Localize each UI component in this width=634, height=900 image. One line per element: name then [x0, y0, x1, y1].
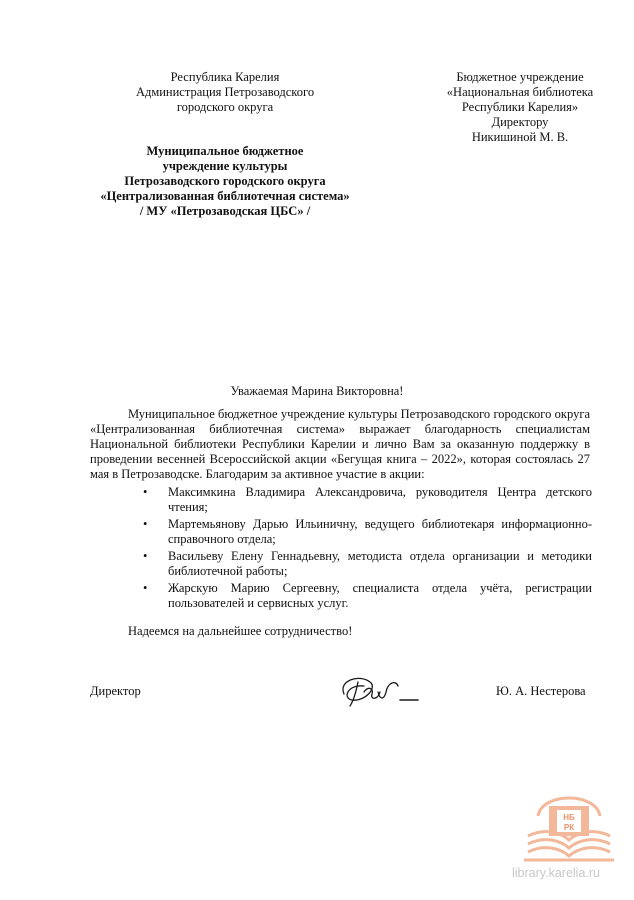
bullet-icon: • — [143, 581, 148, 595]
watermark-url: library.karelia.ru — [512, 866, 600, 880]
sender-block — [90, 70, 360, 219]
handwritten-signature — [334, 670, 420, 716]
list-item — [140, 517, 592, 547]
bullet-icon: • — [143, 549, 148, 563]
sender-org-line: «Централизованная библиотечная система» — [100, 189, 350, 203]
recipient-block — [420, 70, 620, 145]
sender-org-line: учреждение культуры — [162, 159, 288, 173]
recipient-line: Никишиной М. В. — [471, 130, 569, 144]
signer-name: Ю. А. Нестерова — [496, 684, 586, 698]
sender-org-line: / МУ «Петрозаводская ЦБС» / — [139, 204, 311, 218]
svg-text:НБ: НБ — [563, 813, 575, 822]
closing-line: Надеемся на дальнейшее сотрудничество! — [128, 624, 353, 638]
recipient-line: Республики Карелия» — [461, 100, 579, 114]
salutation: Уважаемая Марина Викторовна! — [230, 384, 404, 398]
sender-org-line: Петрозаводского городского округа — [124, 174, 326, 188]
bullet-icon: • — [143, 517, 148, 531]
acknowledgement-list — [140, 485, 592, 613]
list-item-text: Мартемьянову Дарью Ильиничну, ведущего библиотекаря информационно-справочного отдела; — [168, 517, 592, 546]
sender-org-line: Муниципальное бюджетное — [146, 144, 304, 158]
list-item — [140, 485, 592, 515]
list-item — [140, 549, 592, 579]
list-item-text: Максимкина Владимира Александровича, руководителя Центра детского чтения; — [168, 485, 592, 514]
recipient-line: Бюджетное учреждение — [456, 70, 584, 84]
list-item-text: Жарскую Марию Сергеевну, специалиста отдела учёта, регистрации пользователей и сервисных услуг. — [168, 581, 592, 610]
recipient-line: «Национальная библиотека — [446, 85, 594, 99]
svg-text:РК: РК — [563, 823, 575, 832]
signer-role: Директор — [90, 684, 141, 698]
body-paragraph: Муниципальное бюджетное учреждение культуры Петрозаводского городского округа «Централизованная библиотечная система» выражает благодарность специалистам Национальной библиотеки Республики Карелии и лично Вам за оказанную поддержку в проведении весенней Всероссийской акции «Бегущая книга – 2022», которая состоялась 27 мая в Петрозаводске. Благодарим за активное участие в акции: — [90, 407, 590, 481]
sender-line: Республика Карелия — [170, 70, 280, 84]
recipient-line: Директору — [491, 115, 549, 129]
list-item — [140, 581, 592, 611]
library-logo-icon — [520, 782, 618, 870]
list-item-text: Васильеву Елену Геннадьевну, методиста отдела организации и методики библиотечной работы; — [168, 549, 592, 578]
bullet-icon: • — [143, 485, 148, 499]
sender-line: городского округа — [176, 100, 274, 114]
sender-line: Администрация Петрозаводского — [135, 85, 315, 99]
